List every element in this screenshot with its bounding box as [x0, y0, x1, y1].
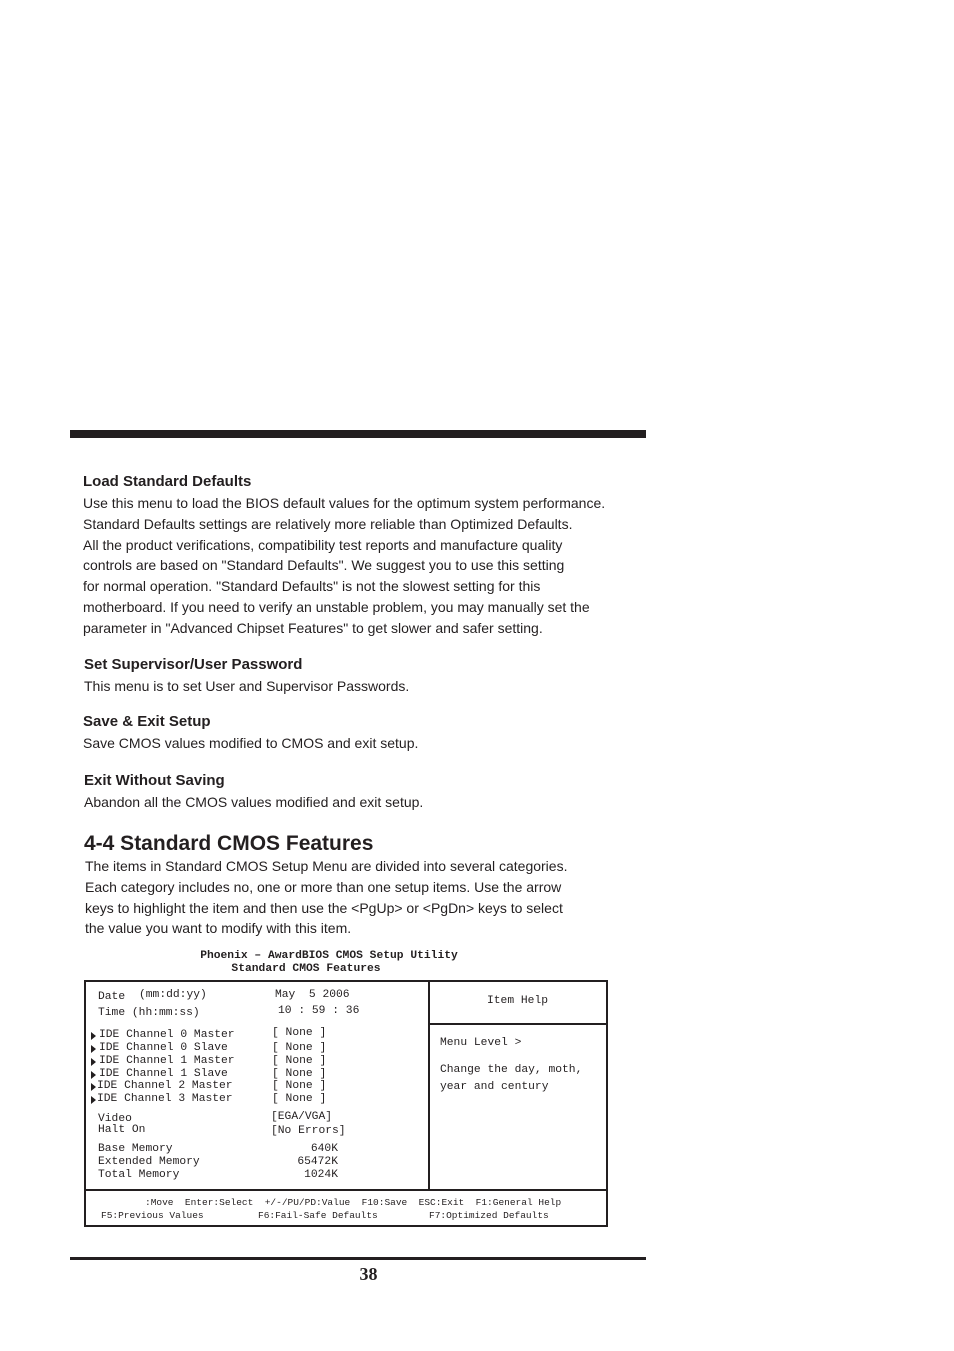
ide-value: [ None ] [272, 1055, 327, 1067]
ide-label: IDE Channel 0 Slave [99, 1042, 228, 1054]
page-number: 38 [359, 1264, 378, 1284]
bottom-rule [70, 1257, 646, 1260]
section-body-save-exit: Save CMOS values modified to CMOS and exit setup. [83, 735, 419, 751]
ide-value: [ None ] [272, 1080, 327, 1092]
body-line: All the product verifications, compatibility test reports and manufacture quality [83, 536, 563, 553]
section-heading-standard-cmos: 4-4 Standard CMOS Features [84, 832, 374, 855]
bios-utility-title: Phoenix – AwardBIOS CMOS Setup Utility [200, 950, 458, 962]
bios-screen [84, 980, 608, 1227]
total-memory-label: Total Memory [98, 1169, 180, 1181]
time-label: Time (hh:mm:ss) [98, 1007, 200, 1019]
date-value[interactable]: May 5 2006 [275, 989, 350, 1001]
submenu-arrow-icon [91, 1045, 96, 1053]
body-line: keys to highlight the item and then use the <PgUp> or <PgDn> keys to select [85, 899, 563, 916]
top-rule [70, 430, 646, 438]
ide-label: IDE Channel 1 Slave [99, 1068, 228, 1080]
body-line: Standard Defaults settings are relatively more reliable than Optimized Defaults. [83, 515, 573, 532]
extended-memory-label: Extended Memory [98, 1156, 200, 1168]
body-line: the value you want to modify with this item. [85, 920, 352, 937]
key-hint-f6: F6:Fail-Safe Defaults [258, 1210, 378, 1221]
section-body-set-password: This menu is to set User and Supervisor Passwords. [84, 678, 410, 694]
body-line: motherboard. If you need to verify an unstable problem, you may manually set the [83, 598, 590, 615]
bios-divider-footer [86, 1189, 606, 1191]
help-text-line: Change the day, moth, [440, 1064, 583, 1076]
ide-value: [ None ] [272, 1042, 327, 1054]
halt-on-value[interactable]: [No Errors] [271, 1125, 346, 1137]
date-format-label: (mm:dd:yy) [139, 989, 207, 1001]
section-title-load-standard-defaults: Load Standard Defaults [83, 473, 252, 490]
body-line: parameter in "Advanced Chipset Features" to get slower and safer setting. [83, 619, 543, 636]
body-line: The items in Standard CMOS Setup Menu are divided into several categories. [85, 858, 568, 874]
body-line: controls are based on "Standard Defaults". We suggest you to use this setting [83, 557, 565, 574]
video-label: Video [98, 1113, 132, 1125]
menu-level-text: Menu Level > [440, 1037, 522, 1049]
key-hint-f7: F7:Optimized Defaults [429, 1210, 549, 1221]
section-body-load-standard-defaults [83, 493, 605, 639]
item-help-title: Item Help [486, 995, 548, 1007]
ide-label: IDE Channel 3 Master [97, 1093, 233, 1105]
base-memory-value: 640K [310, 1143, 338, 1155]
video-value[interactable]: [EGA/VGA] [271, 1111, 333, 1123]
total-memory-value: 1024K [304, 1169, 338, 1181]
section-title-set-password: Set Supervisor/User Password [84, 656, 303, 673]
ide-value: [ None ] [272, 1068, 327, 1080]
body-line: for normal operation. "Standard Defaults" is not the slowest setting for this [83, 578, 541, 595]
section-title-save-exit: Save & Exit Setup [83, 713, 211, 730]
bios-divider-vertical [428, 982, 430, 1189]
body-line: Each category includes no, one or more than one setup items. Use the arrow [85, 878, 562, 895]
ide-label: IDE Channel 2 Master [97, 1080, 233, 1092]
help-text-line: year and century [440, 1081, 549, 1093]
section-body-exit-without-saving: Abandon all the CMOS values modified and exit setup. [84, 794, 424, 810]
ide-label: IDE Channel 1 Master [99, 1055, 235, 1067]
base-memory-label: Base Memory [98, 1143, 173, 1155]
body-line: Use this menu to load the BIOS default values for the optimum system performance. [83, 495, 606, 511]
bios-divider-help [428, 1023, 606, 1025]
ide-value: [ None ] [272, 1027, 327, 1039]
submenu-arrow-icon [91, 1058, 96, 1066]
halt-on-label: Halt On [98, 1124, 146, 1136]
ide-label: IDE Channel 0 Master [99, 1029, 235, 1041]
section-title-exit-without-saving: Exit Without Saving [84, 772, 225, 789]
submenu-arrow-icon [91, 1032, 96, 1040]
extended-memory-value: 65472K [297, 1156, 338, 1168]
time-value[interactable]: 10 : 59 : 36 [278, 1005, 360, 1017]
cmos-intro-paragraph [85, 856, 567, 939]
bios-screen-title: Standard CMOS Features [231, 963, 381, 975]
key-hint-f5: F5:Previous Values [101, 1210, 204, 1221]
submenu-arrow-icon [91, 1071, 96, 1079]
ide-value: [ None ] [272, 1093, 327, 1105]
date-label: Date [98, 991, 126, 1003]
submenu-arrow-icon [91, 1083, 96, 1091]
submenu-arrow-icon [91, 1096, 96, 1104]
key-hint-line: :Move Enter:Select +/-/PU/PD:Value F10:Save ESC:Exit F1:General Help [145, 1197, 562, 1208]
